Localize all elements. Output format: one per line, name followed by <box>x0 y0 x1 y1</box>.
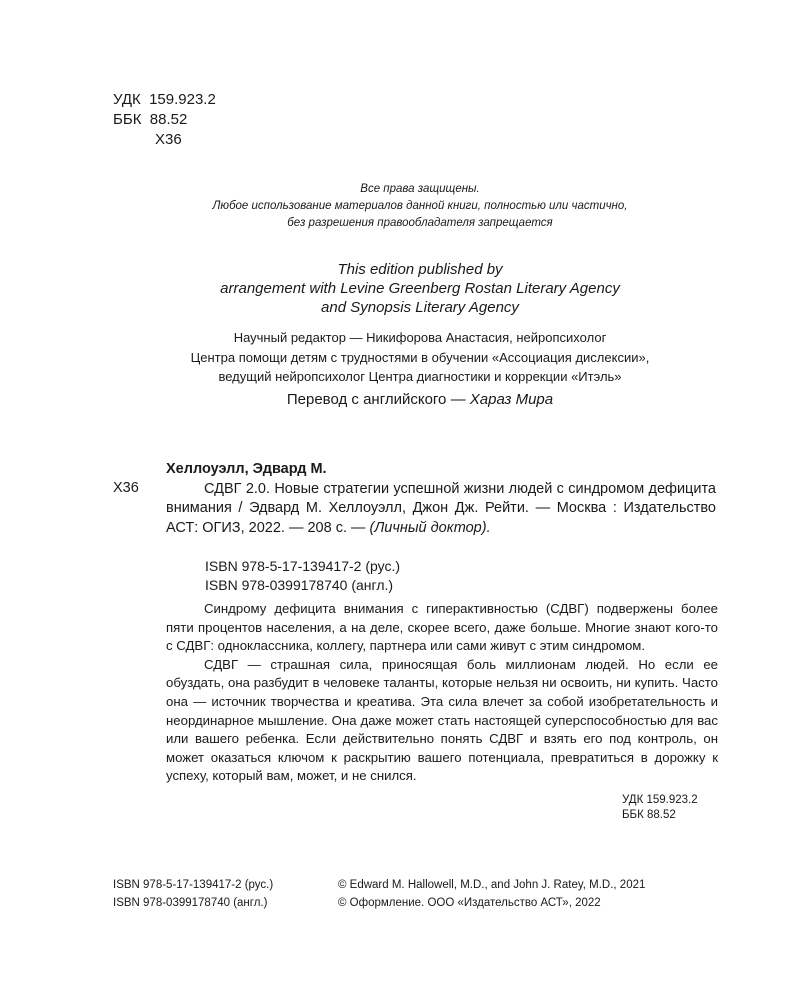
author-code: Х36 <box>155 131 182 148</box>
edition-line-2: arrangement with Levine Greenberg Rostan Literary Agency <box>220 280 620 297</box>
entry-isbn-ru: ISBN 978-5-17-139417-2 (рус.) <box>205 558 401 574</box>
translation-credit <box>160 390 680 410</box>
annotation-bbk: ББК 88.52 <box>622 809 676 821</box>
editor-line-3: ведущий нейропсихолог Центра диагностики и коррекции «Итэль» <box>218 369 622 384</box>
classification-codes <box>113 90 216 150</box>
footer-copyrights <box>338 876 645 912</box>
translator-name: Хараз Мира <box>469 391 554 408</box>
rights-line-1: Все права защищены. <box>360 183 480 195</box>
edition-line-1: This edition published by <box>337 261 503 278</box>
annotation-codes <box>622 793 698 823</box>
scientific-editor <box>110 328 730 387</box>
annotation-paragraph-2: СДВГ — страшная сила, приносящая боль миллионам людей. Но если ее обуздать, она разбудит в человеке таланты, которые нельзя ни освоить, ни купить. Часто она — источник творчества и креатива. Эта сила влечет за собой изобретательность и неординарное мышление. Она даже может стать настоящей суперспособностью для вас или вашего ребенка. Если действительно понять СДВГ и взять его под контроль, он может оказаться ключом к раскрытию вашего потенциала, превратиться в дорожку к успеху, который вам, может, и не снился. <box>166 656 718 784</box>
annotation <box>166 600 718 786</box>
rights-line-3: без разрешения правообладателя запрещается <box>287 217 553 229</box>
footer-isbns <box>113 876 273 912</box>
editor-line-2: Центра помощи детям с трудностями в обучении «Ассоциация дислексии», <box>190 349 650 365</box>
footer-isbn-en: ISBN 978-0399178740 (англ.) <box>113 897 268 909</box>
annotation-paragraph-1: Синдрому дефицита внимания с гиперактивностью (СДВГ) подвержены более пяти процентов населения, а на деле, скорее всего, даже больше. Многие знают кого-то с СДВГ: одноклассника, коллегу, партнера или сами живут с этим синдромом. <box>166 601 718 654</box>
entry-isbn-en: ISBN 978-0399178740 (англ.) <box>205 577 394 593</box>
rights-line-2: Любое использование материалов данной книги, полностью или частично, <box>212 200 628 212</box>
edition-notice <box>140 260 700 317</box>
entry-bibliographic-description <box>166 480 716 539</box>
edition-line-3: and Synopsis Literary Agency <box>321 299 519 316</box>
entry-series: (Личный доктор). <box>369 519 491 536</box>
udk-code: УДК 159.923.2 <box>113 91 216 108</box>
editor-line-1: Научный редактор — Никифорова Анастасия, нейропсихолог <box>233 330 607 345</box>
entry-isbns <box>205 557 400 595</box>
translation-label: Перевод с английского — <box>286 391 470 408</box>
bbk-code: ББК 88.52 <box>113 111 188 128</box>
footer-copyright-design: © Оформление. ООО «Издательство АСТ», 2022 <box>338 897 601 909</box>
entry-author: Хеллоуэлл, Эдвард М. <box>166 461 327 477</box>
annotation-udk: УДК 159.923.2 <box>622 794 698 806</box>
entry-title-details: СДВГ 2.0. Новые стратегии успешной жизни людей с синдромом дефицита внимания / Эдвард М. Хеллоуэлл, Джон Дж. Рейти. — Москва : Издательство АСТ: ОГИЗ, 2022. — 208 с. — <box>166 480 716 536</box>
entry-author-code: Х36 <box>113 480 139 496</box>
footer-copyright-authors: © Edward M. Hallowell, M.D., and John J. Ratey, M.D., 2021 <box>338 879 646 891</box>
rights-notice <box>160 181 680 232</box>
footer-isbn-ru: ISBN 978-5-17-139417-2 (рус.) <box>113 879 274 891</box>
catalog-entry <box>166 460 716 538</box>
